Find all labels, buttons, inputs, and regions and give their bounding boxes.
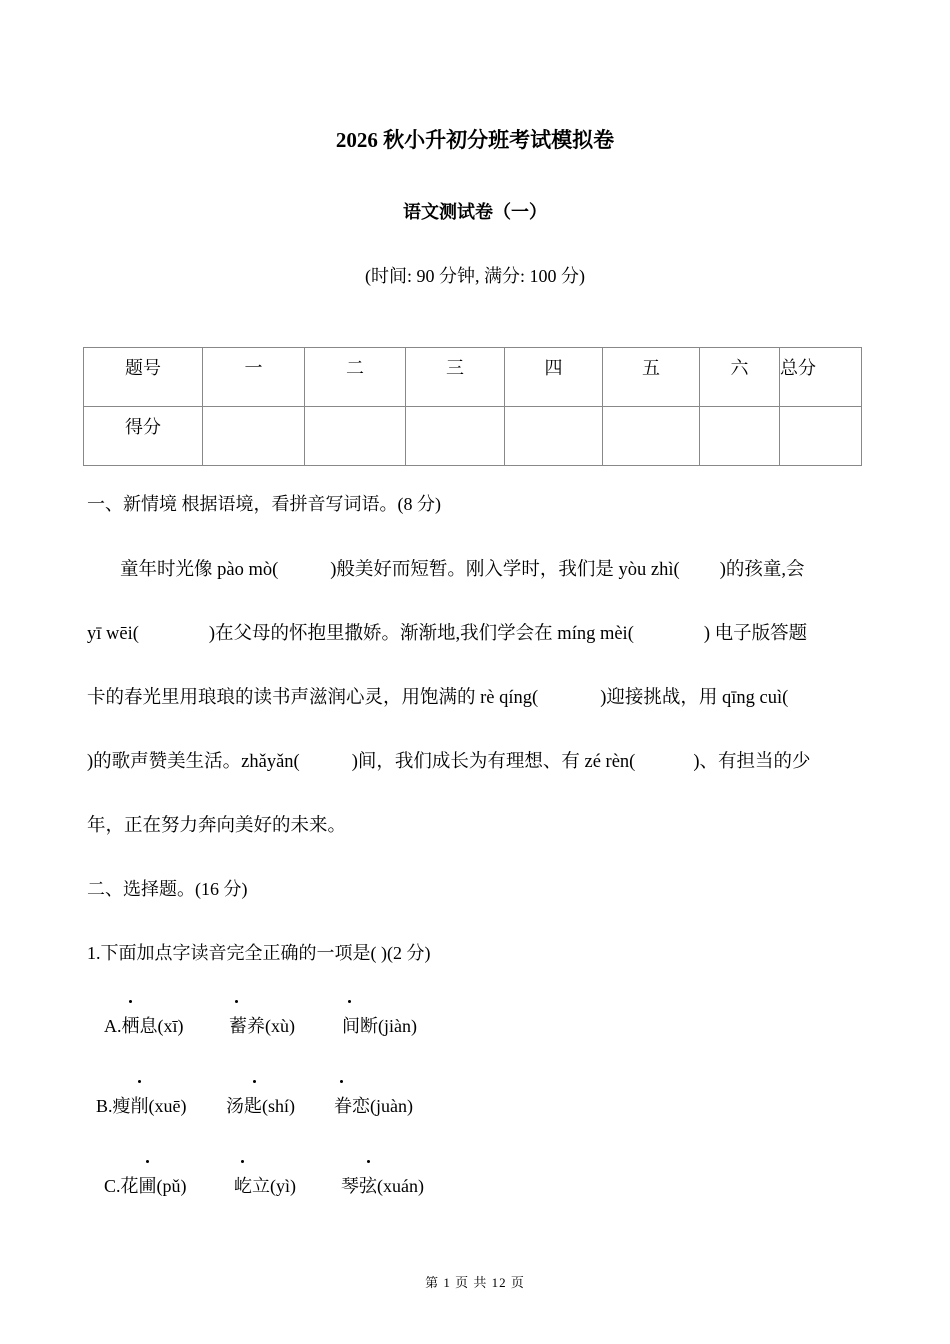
question-text: 1.下面加点字读音完全正确的一项是( )(2 分) [87, 943, 431, 963]
emphasis-dot [138, 1080, 141, 1083]
table-cell: 一 [203, 348, 305, 407]
text-fragment: yī wēi( [87, 624, 139, 644]
emphasis-dot [340, 1080, 343, 1083]
option-c-word: 琴弦(xuán) [341, 1176, 424, 1196]
option-c-word: 屹立(yì) [234, 1176, 296, 1196]
score-table [83, 347, 862, 466]
score-cell[interactable] [780, 407, 862, 466]
option-b[interactable]: B.瘦削(xuē) [96, 1096, 187, 1116]
text-fragment: )的歌声赞美生活。zhǎyǎn( [87, 752, 300, 772]
option-a-word: 蓄养(xù) [229, 1016, 295, 1036]
text-fragment: ) 电子版答题 [703, 624, 808, 644]
exam-meta: (时间: 90 分钟, 满分: 100 分) [365, 266, 585, 286]
option-b-word: 眷恋(juàn) [334, 1096, 413, 1116]
text-fragment: )迎接挑战，用 qīng cuì( [600, 688, 789, 708]
emphasis-dot [367, 1160, 370, 1163]
table-cell: 五 [603, 348, 700, 407]
page-title: 2026 秋小升初分班考试模拟卷 [335, 128, 615, 152]
section-heading: 一、新情境 根据语境，看拼音写词语。(8 分) [87, 494, 441, 514]
text-fragment: 卡的春光里用琅琅的读书声滋润心灵，用饱满的 rè qíng( [87, 688, 539, 708]
option-a[interactable]: A.栖息(xī) [104, 1016, 184, 1036]
emphasis-dot [241, 1160, 244, 1163]
table-row [84, 348, 862, 407]
paragraph-line [87, 747, 864, 773]
option-b-word: 汤匙(shí) [226, 1096, 295, 1116]
emphasis-dot [348, 1000, 351, 1003]
emphasis-dot [235, 1000, 238, 1003]
table-cell: 四 [505, 348, 603, 407]
text-fragment: 年，正在努力奔向美好的未来。 [87, 816, 347, 836]
paragraph-line [87, 811, 864, 837]
table-row [84, 407, 862, 466]
text-fragment: )的孩童,会 [719, 560, 805, 580]
option-a-word: 间断(jiàn) [342, 1016, 417, 1036]
text-fragment: )般美好而短暂。刚入学时，我们是 yòu zhì( [330, 560, 680, 580]
paragraph-line [87, 619, 864, 645]
score-cell[interactable] [406, 407, 505, 466]
emphasis-dot [129, 1000, 132, 1003]
table-cell: 总分 [780, 348, 862, 407]
table-cell: 六 [700, 348, 780, 407]
table-cell: 三 [406, 348, 505, 407]
paragraph-line [87, 555, 864, 581]
score-cell[interactable] [700, 407, 780, 466]
text-fragment: 童年时光像 pào mò( [120, 560, 279, 580]
score-cell[interactable] [505, 407, 603, 466]
score-cell[interactable] [203, 407, 305, 466]
text-fragment: )在父母的怀抱里撒娇。渐渐地,我们学会在 míng mèi( [208, 624, 634, 644]
emphasis-dot [253, 1080, 256, 1083]
page-subtitle: 语文测试卷（一） [403, 202, 547, 222]
paragraph-line [87, 683, 864, 709]
score-cell[interactable] [603, 407, 700, 466]
emphasis-dot [146, 1160, 149, 1163]
text-fragment: )间，我们成长为有理想、有 zé rèn( [351, 752, 636, 772]
score-cell[interactable] [305, 407, 406, 466]
table-cell: 得分 [84, 407, 203, 466]
section-heading: 二、选择题。(16 分) [87, 879, 248, 899]
option-c[interactable]: C.花圃(pǔ) [104, 1176, 187, 1196]
text-fragment: )、有担当的少 [693, 752, 811, 772]
table-cell: 二 [305, 348, 406, 407]
table-cell: 题号 [84, 348, 203, 407]
page-footer: 第 1 页 共 12 页 [425, 1275, 525, 1290]
